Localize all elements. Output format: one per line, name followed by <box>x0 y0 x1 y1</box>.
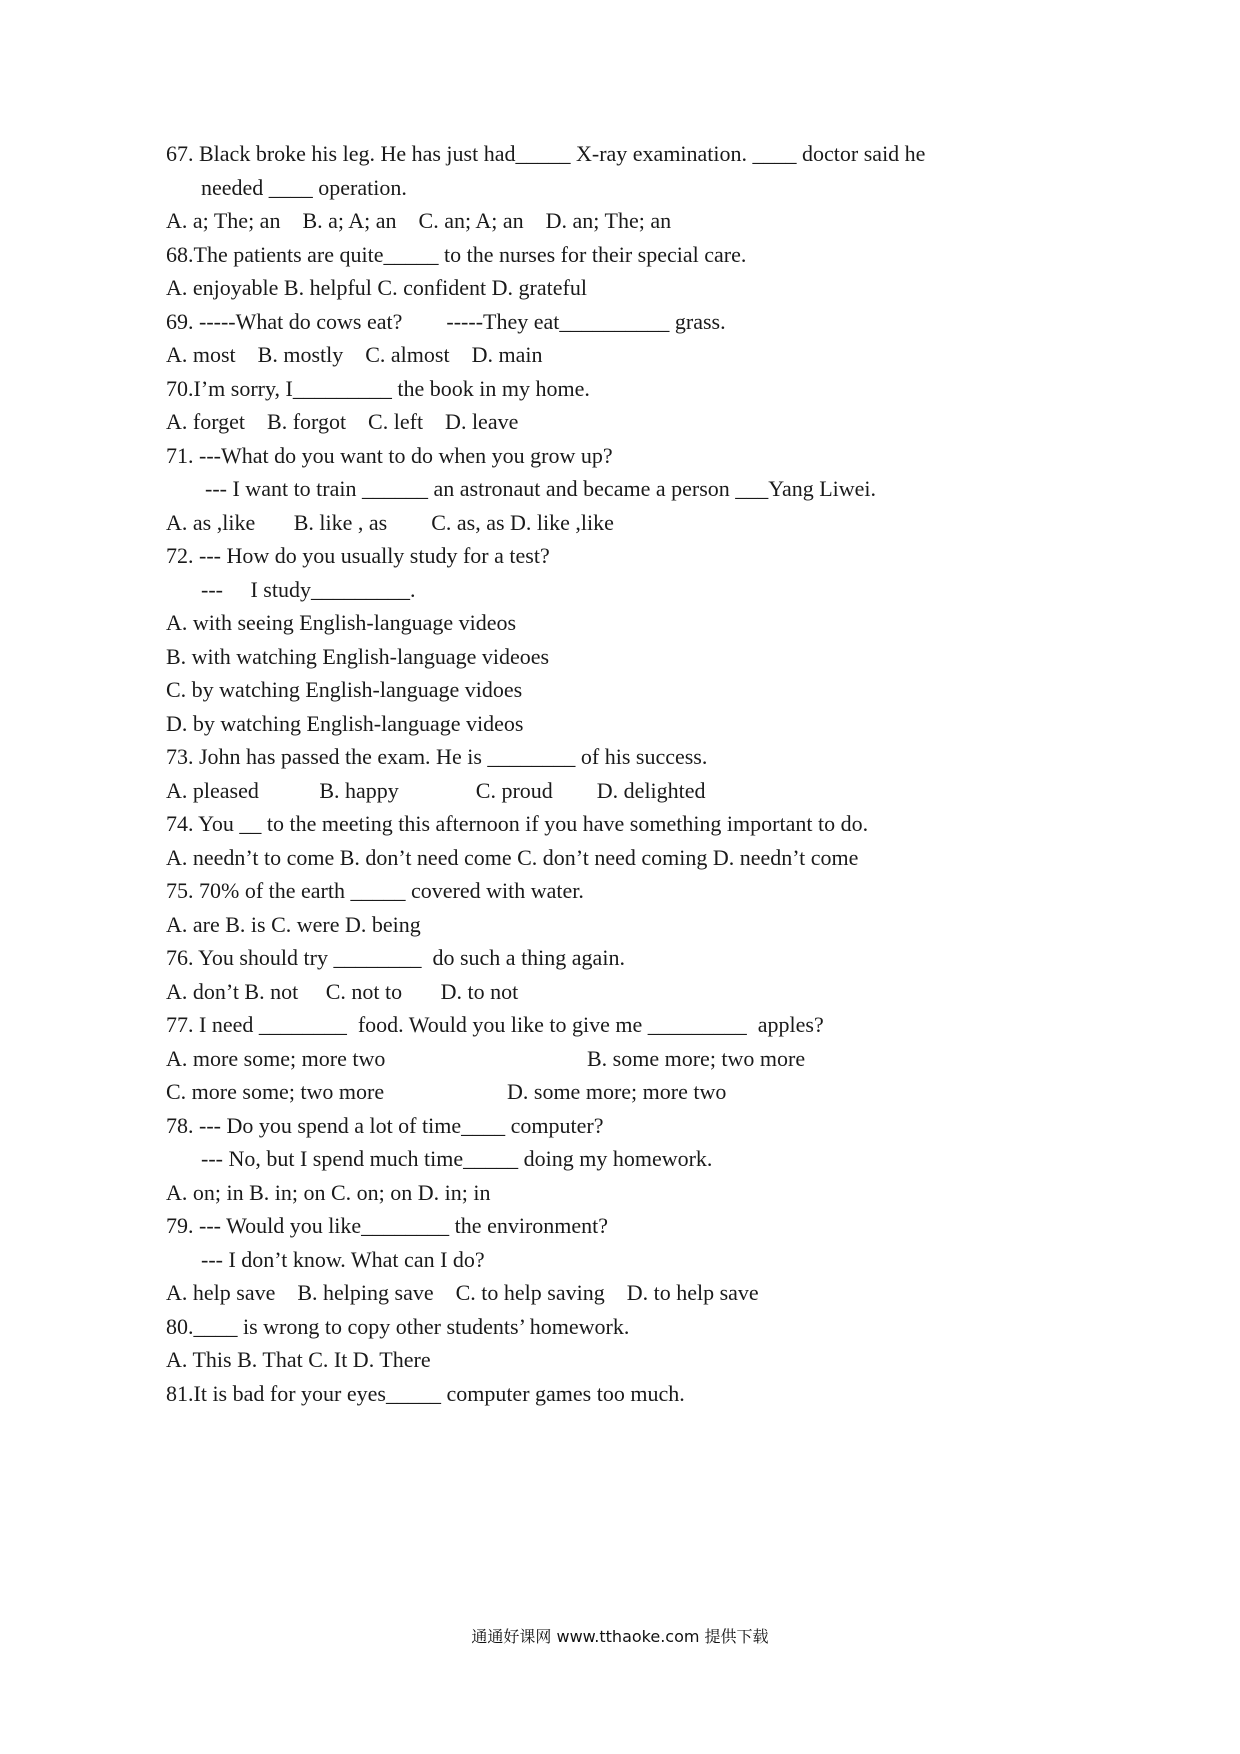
question-74-options: A. needn’t to come B. don’t need come C. don’t need coming D. needn’t come <box>166 845 859 870</box>
question-70-stem: 70.I’m sorry, I_________ the book in my home. <box>166 376 590 401</box>
question-72-stem: 72. --- How do you usually study for a test? <box>166 543 550 568</box>
question-73-stem: 73. John has passed the exam. He is ________ of his success. <box>166 744 708 769</box>
question-70-options: A. forget B. forgot C. left D. leave <box>166 409 519 434</box>
question-79-stem: 79. --- Would you like________ the environment? <box>166 1213 609 1238</box>
question-75-options: A. are B. is C. were D. being <box>166 912 421 937</box>
question-72-dialog: --- I study_________. <box>201 577 416 602</box>
question-77-option-b: B. some more; two more <box>587 1046 806 1071</box>
question-76-stem: 76. You should try ________ do such a thing again. <box>166 945 625 970</box>
question-69-options: A. most B. mostly C. almost D. main <box>166 342 543 367</box>
question-76-options: A. don’t B. not C. not to D. to not <box>166 979 519 1004</box>
question-81-stem: 81.It is bad for your eyes_____ computer games too much. <box>166 1381 685 1406</box>
page-footer: 通通好课网 www.tthaoke.com 提供下载 <box>471 1627 769 1646</box>
question-67-options: A. a; The; an B. a; A; an C. an; A; an D. an; The; an <box>166 208 672 233</box>
question-79-options: A. help save B. helping save C. to help saving D. to help save <box>166 1280 759 1305</box>
question-72-option-d: D. by watching English-language videos <box>166 711 524 736</box>
question-80-options: A. This B. That C. It D. There <box>166 1347 431 1372</box>
question-80-stem: 80.____ is wrong to copy other students’ homework. <box>166 1314 630 1339</box>
question-78-dialog: --- No, but I spend much time_____ doing my homework. <box>201 1146 713 1171</box>
question-74-stem: 74. You __ to the meeting this afternoon if you have something important to do. <box>166 811 869 836</box>
question-68-options: A. enjoyable B. helpful C. confident D. grateful <box>166 275 587 300</box>
question-72-option-a: A. with seeing English-language videos <box>166 610 517 635</box>
question-71-options: A. as ,like B. like , as C. as, as D. like ,like <box>166 510 614 535</box>
question-72-option-b: B. with watching English-language videoes <box>166 644 550 669</box>
question-71-stem: 71. ---What do you want to do when you grow up? <box>166 443 613 468</box>
question-69-stem: 69. -----What do cows eat? -----They eat__________ grass. <box>166 309 726 334</box>
question-71-dialog: --- I want to train ______ an astronaut and became a person ___Yang Liwei. <box>205 476 877 501</box>
question-72-option-c: C. by watching English-language vidoes <box>166 677 523 702</box>
question-77-stem: 77. I need ________ food. Would you like to give me _________ apples? <box>166 1012 824 1037</box>
question-77-option-c: C. more some; two more <box>166 1079 385 1104</box>
question-77-option-d: D. some more; more two <box>507 1079 727 1104</box>
question-67-stem: 67. Black broke his leg. He has just had_____ X-ray examination. ____ doctor said he <box>166 141 926 166</box>
question-73-options: A. pleased B. happy C. proud D. delighted <box>166 778 706 803</box>
question-68-stem: 68.The patients are quite_____ to the nurses for their special care. <box>166 242 747 267</box>
question-78-options: A. on; in B. in; on C. on; on D. in; in <box>166 1180 491 1205</box>
question-79-dialog: --- I don’t know. What can I do? <box>201 1247 485 1272</box>
question-67-stem-cont: needed ____ operation. <box>201 175 407 200</box>
question-78-stem: 78. --- Do you spend a lot of time____ computer? <box>166 1113 604 1138</box>
question-75-stem: 75. 70% of the earth _____ covered with water. <box>166 878 584 903</box>
question-77-option-a: A. more some; more two <box>166 1046 386 1071</box>
